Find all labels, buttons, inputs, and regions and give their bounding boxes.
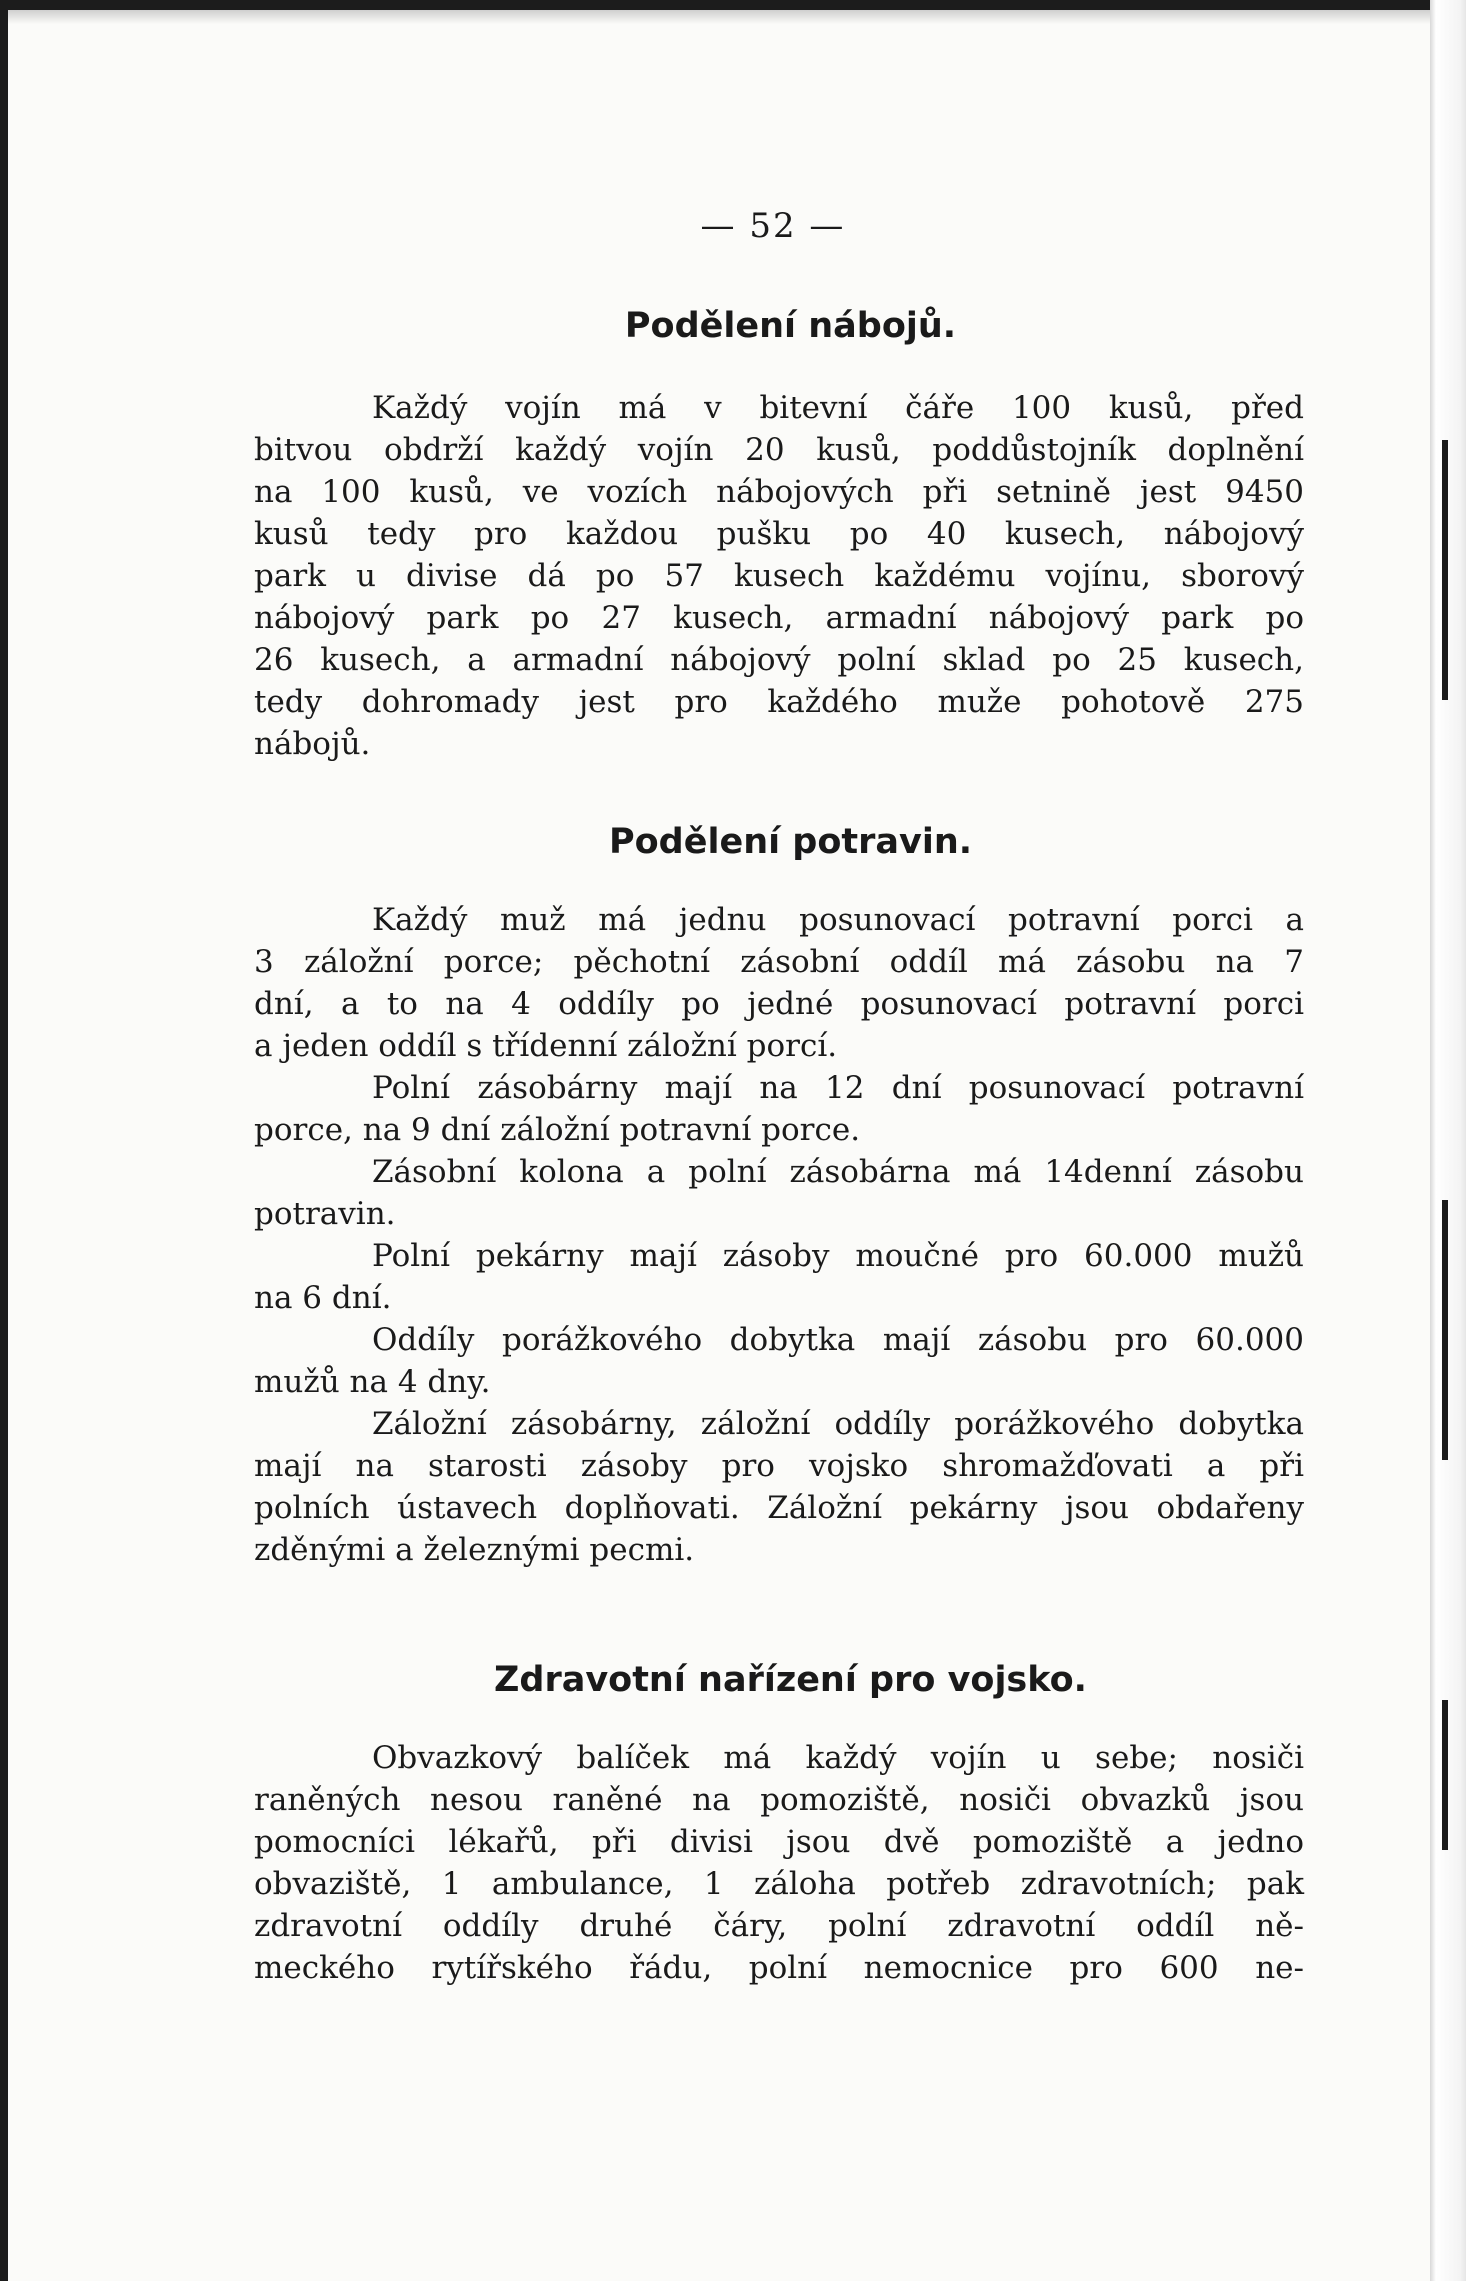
- edge-mark: [1442, 1200, 1448, 1460]
- paragraph-line: polních ústavech doplňovati. Záložní pekárny jsou obdařeny: [254, 1490, 1304, 1526]
- paragraph-line: kusů tedy pro každou pušku po 40 kusech, nábojový: [254, 516, 1304, 552]
- edge-mark: [1442, 1700, 1448, 1850]
- paragraph-line: bitvou obdrží každý vojín 20 kusů, poddůstojník doplnění: [254, 432, 1304, 468]
- paragraph-line: Obvazkový balíček má každý vojín u sebe; nosiči: [372, 1740, 1304, 1776]
- paragraph-line: raněných nesou raněné na pomoziště, nosiči obvazků jsou: [254, 1782, 1304, 1818]
- paragraph-line: na 6 dní.: [254, 1280, 392, 1316]
- paragraph-line: Polní pekárny mají zásoby moučné pro 60.000 mužů: [372, 1238, 1304, 1274]
- paragraph-line: na 100 kusů, ve vozích nábojových při setnině jest 9450: [254, 474, 1304, 510]
- section-heading-ammunition: Podělení nábojů.: [624, 306, 957, 346]
- paragraph-line: 3 záložní porce; pěchotní zásobní oddíl má zásobu na 7: [254, 944, 1304, 980]
- paragraph-line: potravin.: [254, 1196, 396, 1232]
- paragraph-line: porce, na 9 dní záložní potravní porce.: [254, 1112, 861, 1148]
- page-top-shadow: [8, 10, 1430, 24]
- paragraph-line: park u divise dá po 57 kusech každému vojínu, sborový: [254, 558, 1304, 594]
- paragraph-line: nábojový park po 27 kusech, armadní nábojový park po: [254, 600, 1304, 636]
- paragraph-line: zdravotní oddíly druhé čáry, polní zdravotní oddíl ně-: [254, 1908, 1304, 1944]
- paragraph-line: mají na starosti zásoby pro vojsko shromažďovati a při: [254, 1448, 1304, 1484]
- paragraph-line: a jeden oddíl s třídenní záložní porcí.: [254, 1028, 838, 1064]
- page-number: — 52 —: [700, 206, 846, 246]
- paragraph-line: pomocníci lékařů, při divisi jsou dvě pomoziště a jedno: [254, 1824, 1304, 1860]
- paragraph-line: meckého rytířského řádu, polní nemocnice pro 600 ne-: [254, 1950, 1304, 1986]
- paragraph-line: Záložní zásobárny, záložní oddíly porážkového dobytka: [372, 1406, 1304, 1442]
- edge-mark: [1442, 440, 1448, 700]
- paragraph-line: nábojů.: [254, 726, 371, 762]
- paragraph-line: tedy dohromady jest pro každého muže pohotově 275: [254, 684, 1304, 720]
- section-heading-provisions: Podělení potravin.: [608, 822, 973, 862]
- section-heading-medical: Zdravotní nařízení pro vojsko.: [494, 1660, 1087, 1700]
- book-page: [8, 10, 1430, 2281]
- paragraph-line: Každý vojín má v bitevní čáře 100 kusů, před: [372, 390, 1304, 426]
- paragraph-line: obvaziště, 1 ambulance, 1 záloha potřeb zdravotních; pak: [254, 1866, 1304, 1902]
- page-edge: [1430, 0, 1466, 2281]
- paragraph-line: Polní zásobárny mají na 12 dní posunovací potravní: [372, 1070, 1304, 1106]
- paragraph-line: mužů na 4 dny.: [254, 1364, 491, 1400]
- paragraph-line: dní, a to na 4 oddíly po jedné posunovací potravní porci: [254, 986, 1304, 1022]
- paragraph-line: Každý muž má jednu posunovací potravní porci a: [372, 902, 1304, 938]
- paragraph-line: Zásobní kolona a polní zásobárna má 14denní zásobu: [372, 1154, 1304, 1190]
- paragraph-line: Oddíly porážkového dobytka mají zásobu pro 60.000: [372, 1322, 1304, 1358]
- paragraph-line: zděnými a železnými pecmi.: [254, 1532, 695, 1568]
- paragraph-line: 26 kusech, a armadní nábojový polní sklad po 25 kusech,: [254, 642, 1304, 678]
